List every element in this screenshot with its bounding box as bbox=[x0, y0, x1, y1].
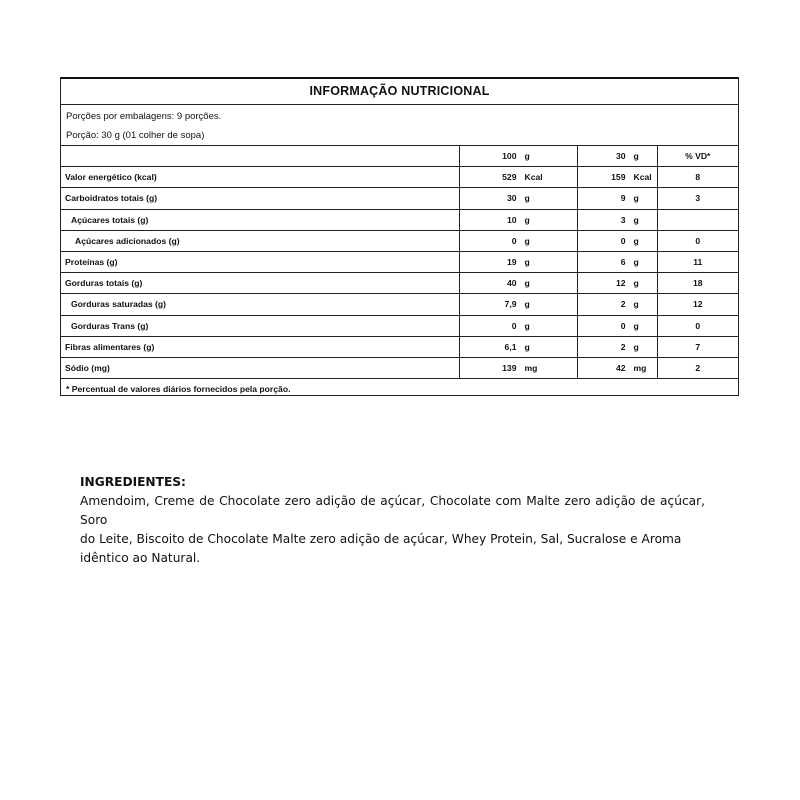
value-100g-unit: g bbox=[524, 320, 530, 331]
value-per-portion bbox=[577, 251, 657, 272]
nutrient-row bbox=[61, 273, 738, 294]
value-100g-unit: g bbox=[524, 257, 530, 268]
nutrient-row bbox=[61, 188, 738, 209]
value-30g-unit: mg bbox=[633, 362, 647, 373]
value-30g-number: 2 bbox=[620, 299, 626, 310]
daily-value-percent bbox=[657, 209, 738, 230]
value-per-portion bbox=[577, 230, 657, 251]
daily-value-percent: 0 bbox=[657, 315, 738, 336]
value-per-100g bbox=[459, 294, 577, 315]
value-100g-number: 7,9 bbox=[504, 299, 517, 310]
daily-value-percent: 12 bbox=[657, 294, 738, 315]
nutrient-row bbox=[61, 294, 738, 315]
ingredients-section bbox=[80, 473, 705, 568]
ingredients-title: INGREDIENTES: bbox=[80, 475, 186, 489]
nutrition-grid bbox=[61, 146, 738, 379]
nutrient-label: Fibras alimentares (g) bbox=[61, 336, 459, 357]
nutrient-label: Carboidratos totais (g) bbox=[61, 188, 459, 209]
nutrient-row bbox=[61, 315, 738, 336]
value-30g-number: 0 bbox=[620, 320, 626, 331]
value-30g-unit: g bbox=[633, 299, 639, 310]
value-100g-number: 19 bbox=[506, 257, 517, 268]
value-per-100g bbox=[459, 336, 577, 357]
value-per-100g bbox=[459, 209, 577, 230]
nutrient-label: Açúcares adicionados (g) bbox=[61, 230, 459, 251]
value-30g-unit: g bbox=[633, 193, 639, 204]
nutrient-label: Açúcares totais (g) bbox=[61, 209, 459, 230]
value-per-portion bbox=[577, 315, 657, 336]
value-per-portion bbox=[577, 188, 657, 209]
value-30g-number: 159 bbox=[611, 172, 626, 183]
daily-value-percent: 2 bbox=[657, 357, 738, 378]
value-100g-number: 0 bbox=[511, 235, 517, 246]
nutrient-row bbox=[61, 167, 738, 188]
table-title: INFORMAÇÃO NUTRICIONAL bbox=[61, 79, 738, 105]
value-30g-unit: g bbox=[633, 257, 639, 268]
value-per-portion bbox=[577, 273, 657, 294]
value-30g-unit: g bbox=[633, 214, 639, 225]
value-30g-number: 2 bbox=[620, 341, 626, 352]
value-30g-number: 6 bbox=[620, 257, 626, 268]
nutrient-label: Proteínas (g) bbox=[61, 251, 459, 272]
value-100g-unit: g bbox=[524, 235, 530, 246]
value-per-100g bbox=[459, 315, 577, 336]
value-100g-number: 0 bbox=[511, 320, 517, 331]
nutrition-facts-table bbox=[60, 77, 739, 396]
value-100g-number: 40 bbox=[506, 278, 517, 289]
value-per-portion bbox=[577, 336, 657, 357]
value-per-100g bbox=[459, 167, 577, 188]
value-30g-number: 3 bbox=[620, 214, 626, 225]
ingredients-line: Amendoim, Creme de Chocolate zero adição de açúcar, Chocolate com Malte zero adição de açúcar, bbox=[80, 494, 705, 508]
ingredients-line: Soro bbox=[80, 513, 108, 527]
value-100g-unit: mg bbox=[524, 362, 538, 373]
value-100g-unit: g bbox=[524, 299, 530, 310]
header-30g: 30 g bbox=[577, 146, 657, 167]
daily-value-percent: 11 bbox=[657, 251, 738, 272]
nutrient-label: Valor energético (kcal) bbox=[61, 167, 459, 188]
value-100g-unit: g bbox=[524, 214, 530, 225]
nutrient-label: Gorduras totais (g) bbox=[61, 273, 459, 294]
value-30g-unit: Kcal bbox=[633, 172, 652, 183]
value-100g-number: 529 bbox=[502, 172, 517, 183]
nutrient-row bbox=[61, 357, 738, 378]
value-100g-number: 10 bbox=[506, 214, 517, 225]
header-100g: 100 g bbox=[459, 146, 577, 167]
nutrient-row bbox=[61, 336, 738, 357]
daily-value-percent: 18 bbox=[657, 273, 738, 294]
header-label-cell bbox=[61, 146, 459, 167]
value-per-portion bbox=[577, 294, 657, 315]
value-30g-number: 9 bbox=[620, 193, 626, 204]
value-100g-number: 6,1 bbox=[504, 341, 517, 352]
value-30g-number: 0 bbox=[620, 235, 626, 246]
value-30g-unit: g bbox=[633, 320, 639, 331]
value-100g-unit: Kcal bbox=[524, 172, 543, 183]
value-per-100g bbox=[459, 230, 577, 251]
value-per-100g bbox=[459, 273, 577, 294]
nutrient-label: Gorduras saturadas (g) bbox=[61, 294, 459, 315]
value-30g-unit: g bbox=[633, 235, 639, 246]
value-100g-unit: g bbox=[524, 341, 530, 352]
value-30g-unit: g bbox=[633, 341, 639, 352]
daily-value-percent: 0 bbox=[657, 230, 738, 251]
ingredients-line: idêntico ao Natural. bbox=[80, 551, 201, 565]
value-30g-number: 42 bbox=[615, 362, 626, 373]
daily-value-percent: 7 bbox=[657, 336, 738, 357]
value-100g-unit: g bbox=[524, 193, 530, 204]
nutrient-row bbox=[61, 251, 738, 272]
value-30g-unit: g bbox=[633, 278, 639, 289]
daily-value-percent: 3 bbox=[657, 188, 738, 209]
footnote: * Percentual de valores diários fornecidos pela porção. bbox=[66, 384, 291, 395]
value-per-portion bbox=[577, 209, 657, 230]
ingredients-line: do Leite, Biscoito de Chocolate Malte zero adição de açúcar, Whey Protein, Sal, Sucralose e Aroma bbox=[80, 532, 682, 546]
nutrient-label: Gorduras Trans (g) bbox=[61, 315, 459, 336]
value-per-portion bbox=[577, 357, 657, 378]
nutrient-row bbox=[61, 209, 738, 230]
value-per-100g bbox=[459, 188, 577, 209]
header-vd: % VD* bbox=[657, 146, 738, 167]
value-100g-number: 30 bbox=[506, 193, 517, 204]
value-per-100g bbox=[459, 251, 577, 272]
value-30g-number: 12 bbox=[615, 278, 626, 289]
serving-size: Porção: 30 g (01 colher de sopa) bbox=[61, 126, 738, 146]
daily-value-percent: 8 bbox=[657, 167, 738, 188]
value-per-portion bbox=[577, 167, 657, 188]
nutrient-row bbox=[61, 230, 738, 251]
value-per-100g bbox=[459, 357, 577, 378]
value-100g-unit: g bbox=[524, 278, 530, 289]
nutrient-label: Sódio (mg) bbox=[61, 357, 459, 378]
header-row bbox=[61, 146, 738, 167]
value-100g-number: 139 bbox=[502, 362, 517, 373]
servings-per-package: Porções por embalagens: 9 porções. bbox=[66, 111, 222, 122]
